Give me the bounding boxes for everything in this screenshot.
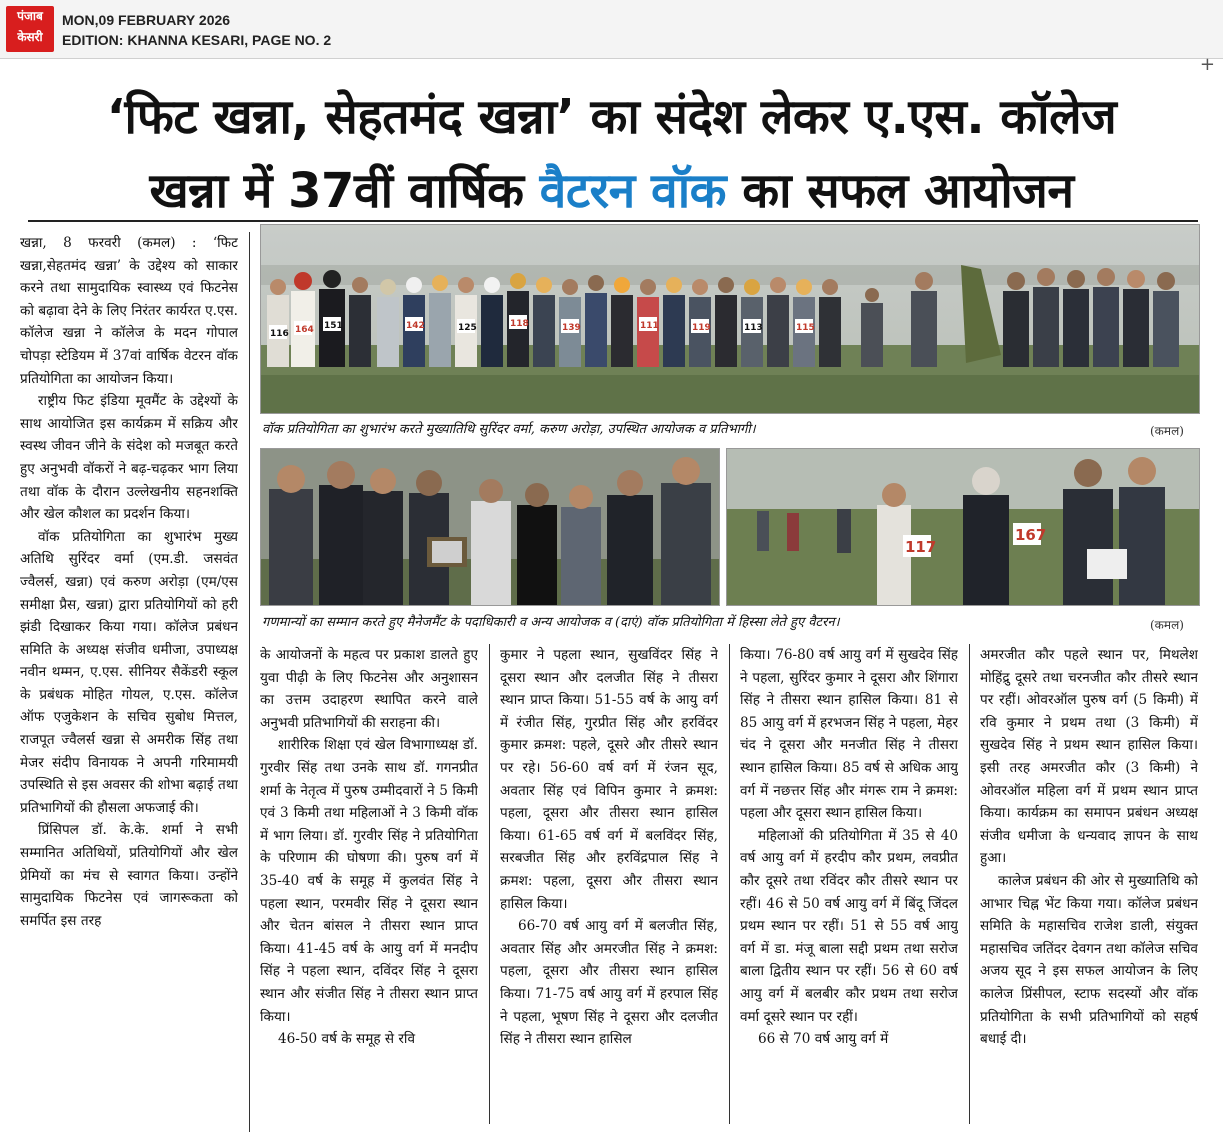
headline [0,80,1223,228]
article-paragraph: महिलाओं की प्रतियोगिता में 35 से 40 वर्ष आयु वर्ग में हरदीप कौर प्रथम, लवप्रीत कौर दूसरे तथा रविंदर कौर तीसरे स्थान पर रहीं। 46 से 50 वर्ष आयु वर्ग में बिंदू जिंदल प्रथम स्थान पर रहीं। 51 से 55 वर्ष आयु वर्ग में डा. मंजू बाला सद्दी प्रथम तथा सरोज बाला द्वितीय स्थान पर रहीं। 56 से 60 वर्ष आयु वर्ग में बलबीर कौर प्रथम तथा सरोज वर्मा दूसरे स्थान पर रहीं। [740,827,958,1025]
bib-number: 164 [295,325,314,335]
bib-number: 117 [905,538,937,556]
article-paragraph: के आयोजनों के महत्व पर प्रकाश डालते हुए युवा पीढ़ी के लिए फिटनेस और अनुशासन का उत्तम उदाहरण स्थापित करने वाले अनुभवी प्रतिभागियों की सराहना की। [260,647,478,731]
photo-caption-1: वॉक प्रतियोगिता का शुभारंभ करते मुख्यातिथि सुरिंदर वर्मा, करुण अरोड़ा, उपस्थित आयोजक व प्रतिभागी। [262,422,756,437]
article-column-3 [500,644,718,1124]
headline-highlight: वैटरन वॉक [539,163,727,219]
article-paragraph: खन्ना, 8 फरवरी (कमल) : ‘फिट खन्ना,सेहतमंद खन्ना’ के उद्देश्य को साकार करने तथा सामुदायिक स्वास्थ्य एवं फिटनेस को बढ़ावा देने के लिए निरंतर कार्यरत ए.एस. कॉलेज खन्ना ने कॉलेज के मदन गोपाल चोपड़ा स्टेडियम में 37वां वार्षिक वेटरन वॉक प्रतियोगिता का आयोजन किया। [20,235,238,387]
headline-line-2-pre: खन्ना में 37वीं वार्षिक [149,163,540,219]
bib-number: 118 [510,319,529,329]
bib-number: 111 [640,321,659,331]
bib-number: 119 [692,323,711,333]
photo-caption-2: गणमान्यों का सम्मान करते हुए मैनेजमैंट के पदाधिकारी व अन्य आयोजक व (दाएं) वॉक प्रतियोगिता में हिस्सा लेते हुए वैटरन। [262,615,840,630]
edition-meta [62,10,331,50]
photo-veterans-image [727,449,1199,605]
edition-info: EDITION: KHANNA KESARI, PAGE NO. 2 [62,32,332,48]
bib-number: 125 [458,323,477,333]
article-paragraph: किया। 76-80 वर्ष आयु वर्ग में सुखदेव सिंह ने पहला, सुरिंदर कुमार ने दूसरा और शिंगारा सिंह ने तीसरा स्थान हासिल किया। 81 से 85 आयु वर्ग में हरभजन सिंह ने पहला, मेहर चंद ने दूसरा और मनजीत सिंह ने तीसरा स्थान हासिल किया। 85 वर्ष से अधिक आयु वर्ग में नछत्तर सिंह और मंगरू राम ने क्रमश: पहला और दूसरा स्थान हासिल किया। [740,647,958,822]
article-paragraph: शारीरिक शिक्षा एवं खेल विभागाध्यक्ष डॉ. गुरवीर सिंह तथा उनके साथ डॉ. गगनप्रीत शर्मा के नेतृत्व में पुरुष उम्मीदवारों ने 5 किमी एवं 3 किमी तथा महिलाओं ने 3 किमी वॉक में भाग लिया। डॉ. गुरवीर सिंह ने प्रतियोगिता के परिणाम की घोषणा की। पुरुष वर्ग में 35-40 वर्ष के समूह में कुलवंत सिंह ने पहला स्थान, परमवीर सिंह ने दूसरा स्थान और चेतन बांसल ने तीसरा स्थान प्राप्त किया। 41-45 वर्ष के आयु वर्ग में मनदीप सिंह ने पहला स्थान, दविंदर सिंह ने दूसरा स्थान और संजीत सिंह ने तीसरा स्थान प्राप्त किया। [260,737,478,1025]
article-paragraph: राष्ट्रीय फिट इंडिया मूवमैंट के उद्देश्यों के साथ आयोजित इस कार्यक्रम में सक्रिय और स्वस्थ जीवन जीने के संदेश को मजबूत करते हुए अनुभवी वॉकरों ने बढ़-चढ़कर भाग लिया तथा वॉक के दौरान उल्लेखनीय सहनशक्ति और खेल कौशल का प्रदर्शन किया। [20,393,238,523]
bib-number: 151 [324,321,343,331]
plus-icon[interactable]: + [1199,54,1215,75]
top-bar [0,0,1223,59]
headline-rule [28,220,1198,222]
bib-number: 142 [406,321,425,331]
article-paragraph: 46-50 वर्ष के समूह से रवि [278,1031,416,1048]
bib-number: 116 [270,329,289,339]
photo-felicitation [260,448,720,606]
headline-line-2 [0,154,1223,228]
photo-credit-2: (कमल) [1150,618,1184,632]
punjab-kesari-logo [6,6,54,52]
article-column-4 [740,644,958,1124]
article-paragraph: 66-70 वर्ष आयु वर्ग में बलजीत सिंह, अवतार सिंह और अमरजीत सिंह ने क्रमश: पहला, दूसरा और तीसरा स्थान हासिल किया। 71-75 वर्ष आयु वर्ग में हरपाल सिंह ने पहला, भूषण सिंह ने दूसरा और दलजीत सिंह ने तीसरा स्थान हासिल [500,918,718,1048]
article-paragraph: 66 से 70 वर्ष आयु वर्ग में [758,1031,889,1048]
logo-line-2: केसरी [17,30,43,44]
article-paragraph: वॉक प्रतियोगिता का शुभारंभ मुख्य अतिथि सुरिंदर वर्मा (एम.डी. जसवंत ज्वैलर्स, खन्ना) एवं करुण अरोड़ा (एम/एस समीक्षा प्रैस, खन्ना) द्वारा प्रतियोगियों को हरी झंडी दिखाकर किया गया। कॉलेज प्रबंधन समिति के अध्यक्ष संजीव धमीजा, उपाध्यक्ष नवीन थम्मन, ए.एस. सीनियर सैकेंडरी स्कूल के प्रबंधक मोहित गोयल, ए.एस. कॉलेज ऑफ एजुकेशन के सचिव सुबोध मित्तल, राजपूत ज्वैलर्स खन्ना से अमरीक सिंह तथा मेजर संदीप विनायक ने अपनी गरिमामयी उपस्थिति से इस अवसर की शोभा बढ़ाई तथा प्रतिभागियों की हौसला अफजाई की। [20,528,238,816]
photo-felicitation-image [261,449,719,605]
article-column-2 [260,644,478,1124]
bib-number: 115 [796,323,815,333]
column-divider [969,644,970,1124]
article-paragraph: कुमार ने पहला स्थान, सुखविंदर सिंह ने दूसरा स्थान और दलजीत सिंह ने तीसरा स्थान प्राप्त किया। 51-55 वर्ष के आयु वर्ग में रंजीत सिंह, गुरप्रीत सिंह और हरविंदर कुमार क्रमश: पहले, दूसरे और तीसरे स्थान पर रहे। 56-60 वर्ष वर्ग में रंजन सूद, अवतार सिंह एवं विपिन कुमार ने क्रमश: पहला, दूसरा और तीसरा स्थान हासिल किया। 61-65 वर्ष वर्ग में बलविंदर सिंह, सरबजीत सिंह और हरविंद्रपाल सिंह ने क्रमश: पहला, दूसरा और तीसरा स्थान हासिल किया। [500,647,718,912]
photo-walk-start [260,224,1200,414]
photo-walk-start-image [261,225,1199,413]
article-paragraph: कालेज प्रबंधन की ओर से मुख्यातिथि को आभार चिह्न भेंट किया गया। कॉलेज प्रबंधन समिति के महासचिव राजेश डाली, संयुक्त महासचिव जतिंदर देवगन तथा कॉलेज सचिव अजय सूद ने इस सफल आयोजन के लिए कालेज प्रिंसीपल, स्टाफ सदस्यों और वॉक प्रतियोगिता के सभी प्रतिभागियों को सहर्ष बधाई दी। [980,872,1198,1048]
article-column-1 [20,232,238,1132]
bib-number: 139 [562,323,581,333]
photo-veterans-walking [726,448,1200,606]
photo-credit-1: (कमल) [1150,424,1184,438]
logo-line-1: पंजाब [17,9,43,23]
column-divider [249,232,250,1132]
headline-line-2-post: का सफल आयोजन [726,163,1074,219]
article-column-5 [980,644,1198,1124]
edition-date: MON,09 FEBRUARY 2026 [62,12,231,28]
column-divider [729,644,730,1124]
bib-number: 167 [1015,526,1047,544]
column-divider [489,644,490,1124]
bib-number: 113 [744,323,763,333]
article-paragraph: प्रिंसिपल डॉ. के.के. शर्मा ने सभी सम्मानित अतिथियों, प्रतियोगियों और खेल प्रेमियों का मंच से स्वागत किया। उन्होंने सामुदायिक फिटनेस एवं जागरूकता को समर्पित इस तरह [20,822,238,929]
headline-line-1: ‘फिट खन्ना, सेहतमंद खन्ना’ का संदेश लेकर ए.एस. कॉलेज [106,89,1117,145]
article-paragraph: अमरजीत कौर पहले स्थान पर, मिथलेश मोहिंद्रु दूसरे तथा चरनजीत कौर तीसरे स्थान पर रहीं। ओवरऑल पुरुष वर्ग (5 किमी) में रवि कुमार ने प्रथम तथा (3 किमी) में सुखदेव सिंह ने प्रथम स्थान हासिल किया। इसी तरह अमरजीत कौर (3 किमी) ने ओवरऑल महिला वर्ग में प्रथम स्थान प्राप्त किया। कार्यक्रम का समापन प्रबंधन अध्यक्ष संजीव धमीजा के धन्यवाद ज्ञापन के साथ हुआ। [980,647,1198,867]
